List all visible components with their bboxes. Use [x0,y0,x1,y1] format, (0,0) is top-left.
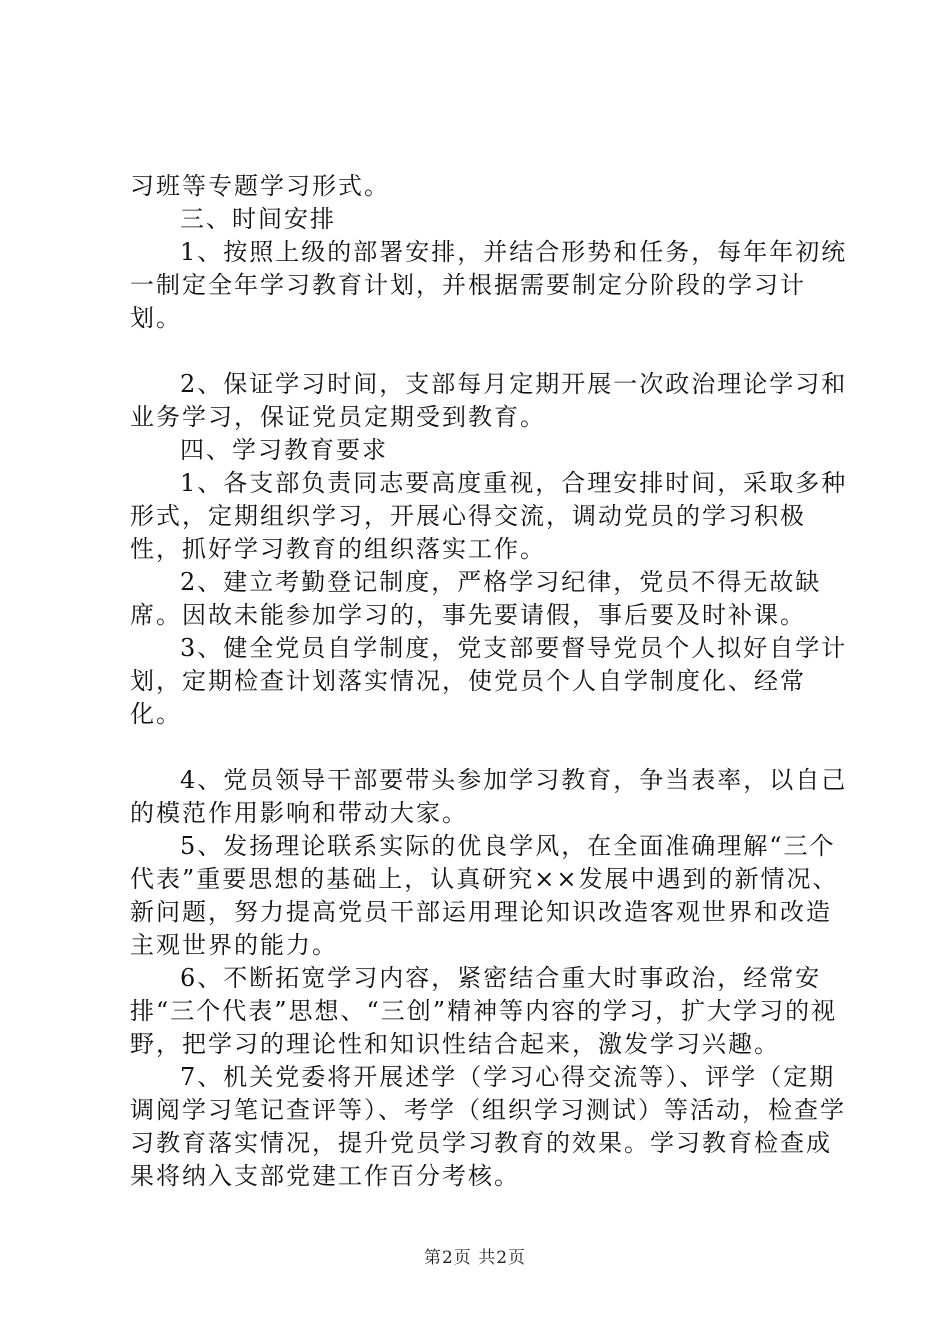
section-heading-requirements: 四、学习教育要求 [180,436,388,464]
section-heading-schedule: 三、时间安排 [180,205,336,233]
paragraph-schedule-2: 2、保证学习时间，支部每月定期开展一次政治理论学习和业务学习，保证党员定期受到教育。 [130,370,848,431]
paragraph-continuation: 习班等专题学习形式。 [130,172,390,200]
paragraph-requirement-1: 1、各支部负责同志要高度重视，合理安排时间，采取多种形式，定期组织学习，开展心得交流，调动党员的学习积极性，抓好学习教育的组织落实工作。 [130,469,848,563]
document-body [130,170,855,1193]
paragraph-requirement-2: 2、建立考勤登记制度，严格学习纪律，党员不得无故缺席。因故未能参加学习的，事先要请假，事后要及时补课。 [130,568,822,629]
paragraph-requirement-6: 6、不断拓宽学习内容，紧密结合重大时事政治，经常安排“三个代表”思想、“三创”精神等内容的学习，扩大学习的视野，把学习的理论性和知识性结合起来，激发学习兴趣。 [130,964,838,1058]
page-number-footer: 第2页 共2页 [423,1248,527,1268]
paragraph-requirement-5: 5、发扬理论联系实际的优良学风，在全面准确理解“三个代表”重要思想的基础上，认真研究××发展中遇到的新情况、新问题，努力提高党员干部运用理论知识改造客观世界和改造主观世界的能力。 [130,832,839,959]
paragraph-requirement-4: 4、党员领导干部要带头参加学习教育，争当表率，以自己的模范作用影响和带动大家。 [130,766,848,827]
paragraph-schedule-1: 1、按照上级的部署安排，并结合形势和任务，每年年初统一制定全年学习教育计划，并根据需要制定分阶段的学习计划。 [130,238,848,332]
paragraph-requirement-3: 3、健全党员自学制度，党支部要督导党员个人拟好自学计划，定期检查计划落实情况，使党员个人自学制度化、经常化。 [130,634,848,728]
paragraph-requirement-7: 7、机关党委将开展述学（学习心得交流等）、评学（定期调阅学习笔记查评等）、考学（组织学习测试）等活动，检查学习教育落实情况，提升党员学习教育的效果。学习教育检查成果将纳入支部党建工作百分考核。 [130,1063,846,1190]
